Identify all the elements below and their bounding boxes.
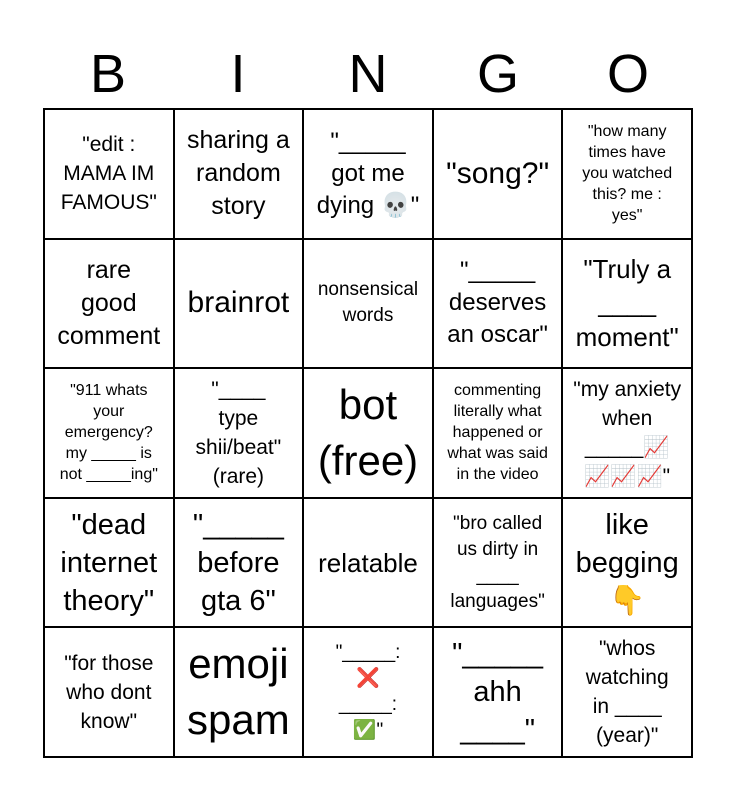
bingo-cell-r1c4[interactable]: "song?" xyxy=(433,109,563,239)
bingo-cell-r2c2[interactable]: brainrot xyxy=(174,239,304,369)
bingo-cell-r2c4[interactable]: "_____ deserves an oscar" xyxy=(433,239,563,369)
bingo-cell-r1c3[interactable]: "_____ got me dying 💀" xyxy=(303,109,433,239)
header-letter-b: B xyxy=(89,44,127,104)
bingo-cell-r3c1[interactable]: "911 whats your emergency? my _____ is not _____ing" xyxy=(44,368,174,498)
header-letter-o: O xyxy=(606,44,649,104)
bingo-cell-r1c2[interactable]: sharing a random story xyxy=(174,109,304,239)
bingo-cell-r4c4[interactable]: "bro called us dirty in ____ languages" xyxy=(433,498,563,628)
bingo-cell-r2c3[interactable]: nonsensical words xyxy=(303,239,433,369)
header-letter-g: G xyxy=(476,44,519,104)
bingo-grid xyxy=(43,108,693,758)
bingo-cell-r3c3-free[interactable]: bot (free) xyxy=(303,368,433,498)
bingo-cell-r5c5[interactable]: "whos watching in ____ (year)" xyxy=(562,627,692,757)
bingo-cell-r4c5[interactable]: like begging 👇 xyxy=(562,498,692,628)
bingo-cell-r1c1[interactable]: "edit : MAMA IM FAMOUS" xyxy=(44,109,174,239)
header-letter-i: I xyxy=(230,44,246,104)
bingo-cell-r4c2[interactable]: "_____ before gta 6" xyxy=(174,498,304,628)
bingo-cell-r3c2[interactable]: "____ type shii/beat" (rare) xyxy=(174,368,304,498)
bingo-cell-r4c1[interactable]: "dead internet theory" xyxy=(44,498,174,628)
bingo-cell-r2c5[interactable]: "Truly a ____ moment" xyxy=(562,239,692,369)
header-letter-n: N xyxy=(348,44,388,104)
bingo-cell-r4c3[interactable]: relatable xyxy=(303,498,433,628)
bingo-cell-r3c5[interactable]: "my anxiety when _____📈 📈📈📈" xyxy=(562,368,692,498)
bingo-cell-r5c4[interactable]: "_____ ahh ____" xyxy=(433,627,563,757)
bingo-cell-r5c2[interactable]: emoji spam xyxy=(174,627,304,757)
bingo-cell-r2c1[interactable]: rare good comment xyxy=(44,239,174,369)
bingo-cell-r3c4[interactable]: commenting literally what happened or what was said in the video xyxy=(433,368,563,498)
bingo-cell-r5c1[interactable]: "for those who dont know" xyxy=(44,627,174,757)
bingo-cell-r5c3[interactable]: "_____: ❌ _____: ✅" xyxy=(303,627,433,757)
bingo-cell-r1c5[interactable]: "how many times have you watched this? me : yes" xyxy=(562,109,692,239)
bingo-header xyxy=(43,42,693,106)
